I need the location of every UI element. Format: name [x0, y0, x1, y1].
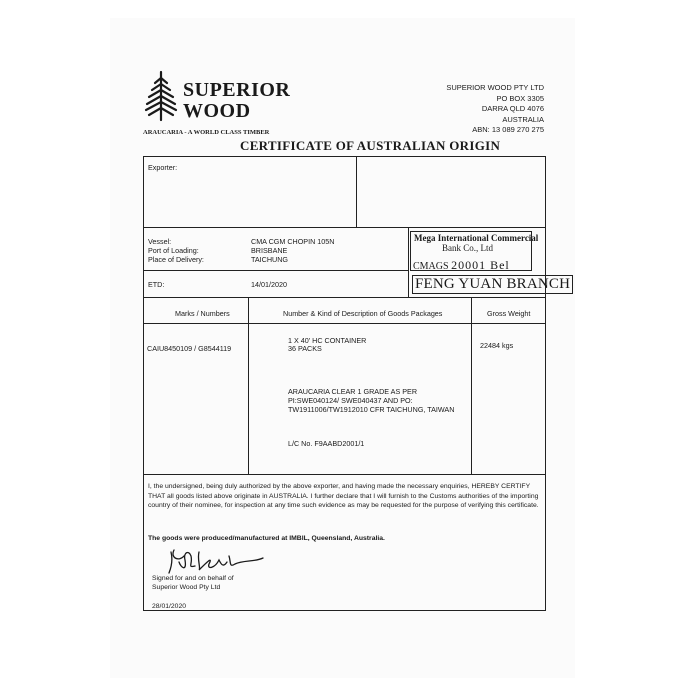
port-loading-value: BRISBANE [251, 246, 288, 255]
gross-weight-value: 22484 kgs [480, 341, 514, 350]
vessel-value: CMA CGM CHOPIN 105N [251, 237, 335, 246]
stamp-code: CMAGS 20001 Bel [413, 258, 510, 272]
address-line: PO BOX 3305 [496, 93, 544, 103]
company-address [446, 83, 544, 136]
place-delivery-label: Place of Delivery: [148, 255, 204, 264]
brand-name-line2: WOOD [183, 100, 251, 122]
header-gross-weight: Gross Weight [487, 309, 531, 318]
brand-name-line1: SUPERIOR [183, 79, 291, 101]
certificate-title: CERTIFICATE OF AUSTRALIAN ORIGIN [240, 138, 501, 153]
signature-icon [165, 546, 265, 576]
marks-value: CAIU8450109 / G8544119 [147, 344, 232, 353]
description-line: TW1911006/TW1912010 CFR TAICHUNG, TAIWAN [288, 405, 455, 414]
declaration-text: I, the undersigned, being duly authorized by the above exporter, and having made the necessary enquiries, HEREBY CERTIFY THAT all goods listed above originate in AUSTRALIA. I further declare that I will furnish to the Customs authorities of the importing country of their nominee, for inspection at any time such evidence as may be requested for the purpose of verifying this certificate. [148, 483, 539, 509]
tree-logo-icon [143, 70, 179, 122]
etd-label: ETD: [148, 280, 165, 289]
signature-date: 28/01/2020 [152, 603, 187, 610]
description-line: PI:SWE040124/ SWE040437 AND PO: [288, 396, 413, 405]
signed-on-behalf: Signed for and on behalf of Superior Wood Pty Ltd [152, 575, 234, 591]
description-line: 1 X 40' HC CONTAINER [288, 336, 367, 345]
place-delivery-value: TAICHUNG [251, 255, 288, 264]
stamp-bank-suffix: Bank Co., Ltd [442, 243, 493, 253]
bank-stamp [410, 231, 571, 295]
exporter-label: Exporter: [148, 163, 178, 172]
address-line: DARRA QLD 4076 [481, 104, 544, 113]
production-location: The goods were produced/manufactured at IMBIL, Queensland, Australia. [148, 535, 385, 542]
header-marks: Marks / Numbers [175, 309, 230, 318]
description-line: 36 PACKS [288, 344, 322, 353]
vessel-label: Vessel: [148, 237, 172, 246]
stamp-branch: FENG YUAN BRANCH [412, 275, 573, 294]
stamp-bank-name: Mega International Commercial [414, 233, 539, 243]
port-loading-label: Port of Loading: [148, 246, 199, 255]
certificate-frame [143, 156, 546, 611]
etd-value: 14/01/2020 [251, 280, 287, 289]
address-line: ABN: 13 089 270 275 [472, 125, 544, 134]
address-line: AUSTRALIA [502, 114, 544, 124]
brand-tagline: ARAUCARIA - A WORLD CLASS TIMBER [143, 129, 270, 136]
address-line: SUPERIOR WOOD PTY LTD [446, 83, 544, 92]
header-description: Number & Kind of Description of Goods Packages [283, 309, 443, 318]
lc-number: L/C No. F9AABD2001/1 [288, 439, 365, 448]
description-line: ARAUCARIA CLEAR 1 GRADE AS PER [288, 387, 418, 396]
